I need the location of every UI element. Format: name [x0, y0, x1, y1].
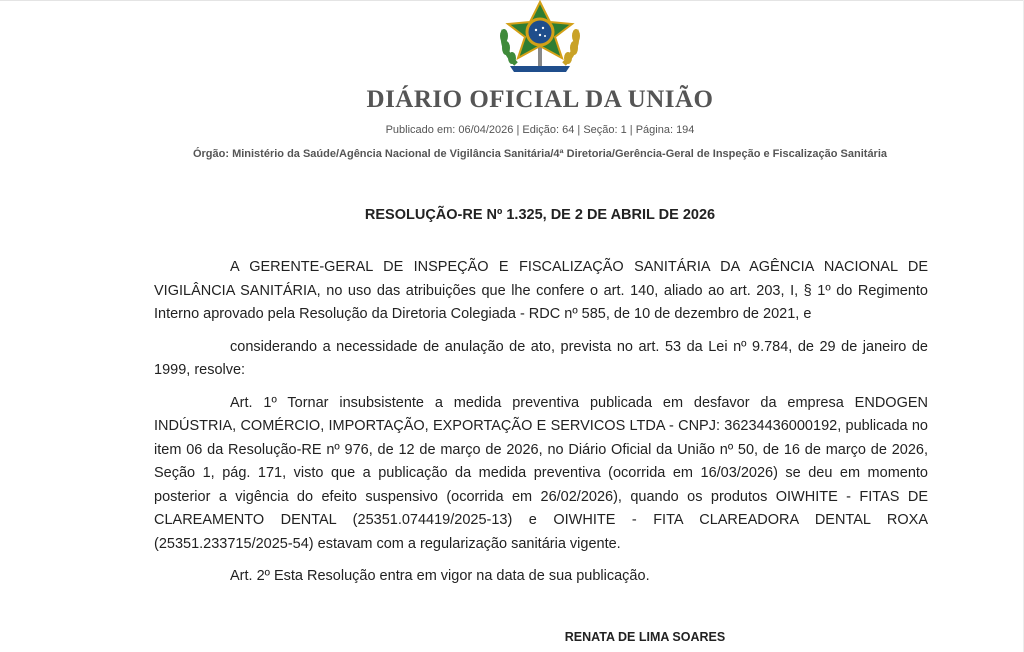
publication-info: Publicado em: 06/04/2026 | Edição: 64 | Seção: 1 | Página: 194 [385, 124, 695, 136]
newspaper-title: DIÁRIO OFICIAL DA UNIÃO [366, 86, 714, 113]
resolution-title: RESOLUÇÃO-RE Nº 1.325, DE 2 DE ABRIL DE 2026 [364, 207, 716, 223]
paragraph-article-1: Art. 1º Tornar insubsistente a medida preventiva publicada em desfavor da empresa ENDOGEN INDÚSTRIA, COMÉRCIO, IMPORTAÇÃO, EXPORTAÇÃO E SERVICOS LTDA - CNPJ: 36234436000192, publicada no item 06 da Resolução-RE nº 976, de 12 de março de 2026, no Diário Oficial da União nº 50, de 16 de março de 2026, Seção 1, pág. 171, visto que a publicação da medida preventiva (ocorrida em 16/03/2026) se deu em momento posterior a vigência do efeito suspensivo (ocorrida em 26/02/2026), quando os produtos OIWHITE - FITAS DE CLAREAMENTO DENTAL (25351.074419/2025-13) e OIWHITE - FITA CLAREADORA DENTAL ROXA (25351.233715/2025-54) estavam com a regularização sanitária vigente. [154, 394, 928, 552]
paragraph-article-2: Art. 2º Esta Resolução entra em vigor na data de sua publicação. [230, 568, 650, 584]
coat-of-arms-emblem [490, 0, 590, 76]
signatory-name: RENATA DE LIMA SOARES [564, 630, 726, 644]
issuing-agency: Órgão: Ministério da Saúde/Agência Nacional de Vigilância Sanitária/4ª Diretoria/Gerência-Geral de Inspeção e Fiscalização Sanitária [192, 148, 888, 160]
resolution-body [154, 256, 928, 598]
paragraph-preamble: A GERENTE-GERAL DE INSPEÇÃO E FISCALIZAÇÃO SANITÁRIA DA AGÊNCIA NACIONAL DE VIGILÂNCIA SANITÁRIA, no uso das atribuições que lhe confere o art. 140, aliado ao art. 203, I, § 1º do Regimento Interno aprovado pela Resolução da Diretoria Colegiada - RDC nº 585, de 10 de dezembro de 2021, e [154, 259, 928, 322]
paragraph-considering: considerando a necessidade de anulação de ato, prevista no art. 53 da Lei nº 9.784, de 29 de janeiro de 1999, resolve: [154, 338, 928, 378]
